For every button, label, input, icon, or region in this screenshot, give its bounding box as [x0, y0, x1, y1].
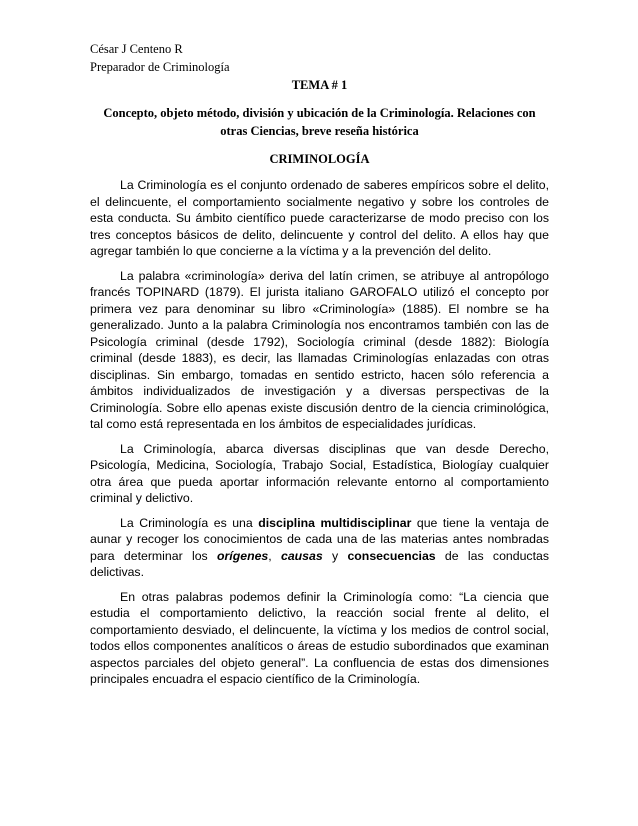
emphasis-origins: orígenes: [217, 548, 269, 563]
emphasis-causes: causas: [280, 548, 323, 563]
paragraph-multidisciplinary: [90, 515, 549, 581]
p4-text-5: de las conductas delictivas.: [90, 548, 549, 579]
paragraph-etymology: La palabra «criminología» deriva del latín crimen, se atribuye al antropólogo francés TOPINARD (1879). El jurista italiano GAROFALO utilizó el concepto por primera vez para denominar su libro «Criminología» (1885). El nombre se ha generalizado. Junto a la palabra Criminología nos encontramos también con las de Psicología criminal (desde 1792), Sociología criminal (desde 1882): Biología criminal (desde 1883), es decir, las llamadas Criminologías enlazadas con otras disciplinas. Sin embargo, tomadas en sentido estricto, hacen sólo referencia a ámbitos individualizados de investigación y a diversas perspectivas de la Criminología. Sobre ello apenas existe discusión dentro de la ciencia criminológica, tal como está representada en los ámbitos de especialidades jurídicas.: [90, 268, 549, 431]
document-page: [90, 40, 549, 696]
section-heading: CRIMINOLOGÍA: [269, 152, 370, 166]
author-role: Preparador de Criminología: [90, 60, 230, 74]
p4-text-4: y: [322, 548, 348, 563]
document-title: Concepto, objeto método, división y ubicación de la Criminología. Relaciones con otras Ciencias, breve reseña histórica: [103, 106, 536, 138]
paragraph-definition: La Criminología es el conjunto ordenado de saberes empíricos sobre el delito, el delincuente, el comportamiento socialmente negativo y sobre los controles de esta conducta. Su ámbito científico puede caracterizarse de modo preciso con los tres conceptos básicos de delito, delincuente y control del delito. A ellos hay que agregar también lo que concierne a la víctima y a la prevención del delito.: [90, 178, 549, 258]
paragraph-disciplines: La Criminología, abarca diversas disciplinas que van desde Derecho, Psicología, Medicina, Sociología, Trabajo Social, Estadística, Biologíay cualquier otra área que pueda aportar información relevante entorno al comportamiento criminal y delictivo.: [90, 441, 549, 505]
p4-text-2: que tiene la ventaja de aunar y recoger los conocimientos de cada una de las materias antes nombradas para determinar los: [90, 515, 549, 563]
p4-text-1: La Criminología es una: [120, 515, 259, 530]
author-name: César J Centeno R: [90, 42, 183, 56]
tema-heading: TEMA # 1: [291, 78, 348, 92]
emphasis-multidisciplinary: disciplina multidisciplinar: [258, 515, 412, 530]
p4-text-3: ,: [268, 548, 281, 563]
paragraph-definition-quote: En otras palabras podemos definir la Criminología como: “La ciencia que estudia el comportamiento delictivo, la reacción social frente al delito, el comportamiento desviado, el delincuente, la víctima y los medios de control social, todos ellos componentes analíticos o áreas de estudio subordinados que examinan aspectos parciales del objeto general”. La confluencia de estas dos dimensiones principales encuadra el espacio científico de la Criminología.: [90, 589, 549, 686]
emphasis-consequences: consecuencias: [347, 548, 436, 563]
